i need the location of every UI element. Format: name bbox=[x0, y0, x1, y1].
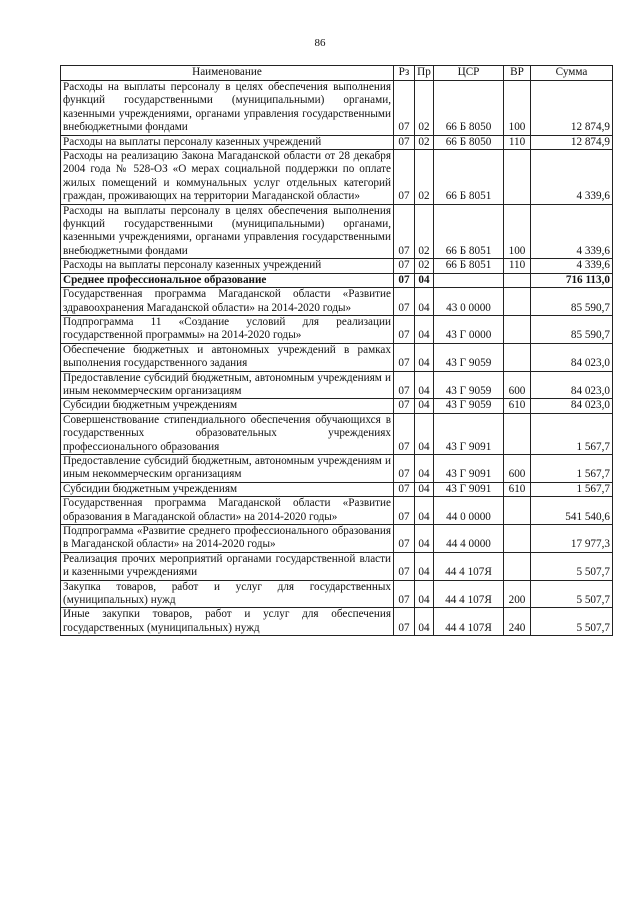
item-name: Государственная программа Магаданской области «Развитие здравоохранения Магаданской области» на 2014-2020 годы» bbox=[61, 288, 394, 316]
item-rz: 07 bbox=[394, 343, 415, 371]
table-body bbox=[61, 81, 613, 636]
header-sum: Сумма bbox=[531, 66, 613, 81]
item-vr: 240 bbox=[504, 608, 531, 636]
item-pr: 02 bbox=[415, 150, 434, 205]
item-pr: 02 bbox=[415, 81, 434, 136]
item-name: Среднее профессиональное образование bbox=[61, 273, 394, 287]
item-csr: 44 4 0000 bbox=[434, 525, 504, 553]
item-pr: 04 bbox=[415, 413, 434, 454]
item-vr bbox=[504, 273, 531, 287]
item-name: Государственная программа Магаданской области «Развитие образования в Магаданской области» на 2014-2020 годы» bbox=[61, 497, 394, 525]
item-rz: 07 bbox=[394, 204, 415, 259]
item-csr: 66 Б 8051 bbox=[434, 259, 504, 273]
item-pr: 04 bbox=[415, 482, 434, 496]
item-name: Подпрограмма 11 «Создание условий для реализации государственной программы» на 2014-2020 годы» bbox=[61, 315, 394, 343]
item-csr: 44 0 0000 bbox=[434, 497, 504, 525]
item-vr bbox=[504, 497, 531, 525]
item-pr: 04 bbox=[415, 580, 434, 608]
item-csr: 66 Б 8050 bbox=[434, 81, 504, 136]
item-csr: 66 Б 8051 bbox=[434, 204, 504, 259]
item-vr bbox=[504, 413, 531, 454]
item-sum: 85 590,7 bbox=[531, 315, 613, 343]
item-vr: 110 bbox=[504, 259, 531, 273]
table-row bbox=[61, 371, 613, 399]
item-rz: 07 bbox=[394, 273, 415, 287]
item-sum: 12 874,9 bbox=[531, 81, 613, 136]
item-rz: 07 bbox=[394, 81, 415, 136]
item-sum: 4 339,6 bbox=[531, 204, 613, 259]
item-name: Расходы на выплаты персоналу в целях обеспечения выполнения функций государственными (муниципальными) органами, казенными учреждениями, органами управления государственными внебюджетными фондами bbox=[61, 81, 394, 136]
table-row bbox=[61, 525, 613, 553]
item-rz: 07 bbox=[394, 454, 415, 482]
item-csr: 43 Г 9091 bbox=[434, 413, 504, 454]
item-rz: 07 bbox=[394, 580, 415, 608]
item-rz: 07 bbox=[394, 552, 415, 580]
item-sum: 4 339,6 bbox=[531, 259, 613, 273]
item-name: Предоставление субсидий бюджетным, автономным учреждениям и иным некоммерческим организациям bbox=[61, 371, 394, 399]
header-pr: Пр bbox=[415, 66, 434, 81]
item-csr: 44 4 107Я bbox=[434, 580, 504, 608]
item-vr: 600 bbox=[504, 371, 531, 399]
item-vr bbox=[504, 552, 531, 580]
header-csr: ЦСР bbox=[434, 66, 504, 81]
table-header-row bbox=[61, 66, 613, 81]
item-csr: 43 Г 9059 bbox=[434, 399, 504, 413]
table-row bbox=[61, 150, 613, 205]
table-row bbox=[61, 259, 613, 273]
item-csr: 43 Г 9091 bbox=[434, 454, 504, 482]
table-row bbox=[61, 288, 613, 316]
item-sum: 5 507,7 bbox=[531, 552, 613, 580]
item-sum: 12 874,9 bbox=[531, 135, 613, 149]
header-name: Наименование bbox=[61, 66, 394, 81]
item-pr: 02 bbox=[415, 259, 434, 273]
item-csr: 43 Г 9091 bbox=[434, 482, 504, 496]
item-sum: 84 023,0 bbox=[531, 371, 613, 399]
item-sum: 1 567,7 bbox=[531, 413, 613, 454]
table-row bbox=[61, 81, 613, 136]
item-rz: 07 bbox=[394, 525, 415, 553]
item-vr: 100 bbox=[504, 204, 531, 259]
header-vr: ВР bbox=[504, 66, 531, 81]
item-pr: 04 bbox=[415, 525, 434, 553]
item-name: Расходы на выплаты персоналу в целях обеспечения выполнения функций государственными (муниципальными) органами, казенными учреждениями, органами управления государственными внебюджетными фондами bbox=[61, 204, 394, 259]
item-sum: 17 977,3 bbox=[531, 525, 613, 553]
item-pr: 04 bbox=[415, 273, 434, 287]
item-sum: 84 023,0 bbox=[531, 399, 613, 413]
item-csr: 44 4 107Я bbox=[434, 552, 504, 580]
table-row bbox=[61, 315, 613, 343]
item-vr: 600 bbox=[504, 454, 531, 482]
item-rz: 07 bbox=[394, 150, 415, 205]
item-csr: 43 Г 9059 bbox=[434, 371, 504, 399]
item-rz: 07 bbox=[394, 315, 415, 343]
item-csr: 43 Г 9059 bbox=[434, 343, 504, 371]
item-name: Закупка товаров, работ и услуг для государственных (муниципальных) нужд bbox=[61, 580, 394, 608]
item-csr: 43 0 0000 bbox=[434, 288, 504, 316]
item-rz: 07 bbox=[394, 497, 415, 525]
item-name: Расходы на выплаты персоналу казенных учреждений bbox=[61, 135, 394, 149]
table-row bbox=[61, 135, 613, 149]
table-row bbox=[61, 454, 613, 482]
item-name: Иные закупки товаров, работ и услуг для обеспечения государственных (муниципальных) нужд bbox=[61, 608, 394, 636]
table-row bbox=[61, 580, 613, 608]
table-row bbox=[61, 552, 613, 580]
table-row bbox=[61, 608, 613, 636]
item-name: Расходы на реализацию Закона Магаданской области от 28 декабря 2004 года № 528-ОЗ «О мерах социальной поддержки по оплате жилых помещений и коммунальных услуг отдельных категорий граждан, проживающих на территории Магаданской области» bbox=[61, 150, 394, 205]
item-name: Реализация прочих мероприятий органами государственной власти и казенными учреждениями bbox=[61, 552, 394, 580]
item-sum: 5 507,7 bbox=[531, 608, 613, 636]
table-row bbox=[61, 413, 613, 454]
item-rz: 07 bbox=[394, 259, 415, 273]
item-vr bbox=[504, 150, 531, 205]
item-sum: 716 113,0 bbox=[531, 273, 613, 287]
item-rz: 07 bbox=[394, 135, 415, 149]
item-vr bbox=[504, 343, 531, 371]
item-csr: 43 Г 0000 bbox=[434, 315, 504, 343]
item-pr: 04 bbox=[415, 371, 434, 399]
item-csr bbox=[434, 273, 504, 287]
item-name: Обеспечение бюджетных и автономных учреждений в рамках выполнения государственного задания bbox=[61, 343, 394, 371]
item-sum: 1 567,7 bbox=[531, 454, 613, 482]
item-rz: 07 bbox=[394, 371, 415, 399]
item-pr: 04 bbox=[415, 454, 434, 482]
table-row bbox=[61, 399, 613, 413]
item-sum: 5 507,7 bbox=[531, 580, 613, 608]
item-pr: 02 bbox=[415, 204, 434, 259]
item-sum: 84 023,0 bbox=[531, 343, 613, 371]
item-sum: 85 590,7 bbox=[531, 288, 613, 316]
header-rz: Рз bbox=[394, 66, 415, 81]
item-name: Расходы на выплаты персоналу казенных учреждений bbox=[61, 259, 394, 273]
item-rz: 07 bbox=[394, 608, 415, 636]
page-number: 86 bbox=[314, 37, 326, 49]
item-name: Совершенствование стипендиального обеспечения обучающихся в государственных образовательных учреждениях профессионального образования bbox=[61, 413, 394, 454]
table-row bbox=[61, 497, 613, 525]
budget-table bbox=[60, 65, 613, 636]
table-row bbox=[61, 343, 613, 371]
item-pr: 04 bbox=[415, 608, 434, 636]
item-name: Субсидии бюджетным учреждениям bbox=[61, 482, 394, 496]
item-sum: 4 339,6 bbox=[531, 150, 613, 205]
item-vr: 610 bbox=[504, 482, 531, 496]
item-pr: 04 bbox=[415, 315, 434, 343]
table-row bbox=[61, 204, 613, 259]
item-pr: 04 bbox=[415, 343, 434, 371]
item-rz: 07 bbox=[394, 288, 415, 316]
item-vr bbox=[504, 525, 531, 553]
item-vr: 610 bbox=[504, 399, 531, 413]
table-row bbox=[61, 273, 613, 287]
item-rz: 07 bbox=[394, 482, 415, 496]
item-vr bbox=[504, 315, 531, 343]
item-csr: 66 Б 8051 bbox=[434, 150, 504, 205]
item-pr: 04 bbox=[415, 288, 434, 316]
item-name: Предоставление субсидий бюджетным, автономным учреждениям и иным некоммерческим организациям bbox=[61, 454, 394, 482]
item-pr: 04 bbox=[415, 399, 434, 413]
item-rz: 07 bbox=[394, 413, 415, 454]
item-vr: 100 bbox=[504, 81, 531, 136]
item-vr: 110 bbox=[504, 135, 531, 149]
item-sum: 1 567,7 bbox=[531, 482, 613, 496]
item-pr: 02 bbox=[415, 135, 434, 149]
item-vr bbox=[504, 288, 531, 316]
item-pr: 04 bbox=[415, 552, 434, 580]
item-name: Подпрограмма «Развитие среднего профессионального образования в Магаданской области» на 2014-2020 годы» bbox=[61, 525, 394, 553]
item-csr: 44 4 107Я bbox=[434, 608, 504, 636]
item-csr: 66 Б 8050 bbox=[434, 135, 504, 149]
item-name: Субсидии бюджетным учреждениям bbox=[61, 399, 394, 413]
item-rz: 07 bbox=[394, 399, 415, 413]
item-sum: 541 540,6 bbox=[531, 497, 613, 525]
table-row bbox=[61, 482, 613, 496]
item-vr: 200 bbox=[504, 580, 531, 608]
item-pr: 04 bbox=[415, 497, 434, 525]
